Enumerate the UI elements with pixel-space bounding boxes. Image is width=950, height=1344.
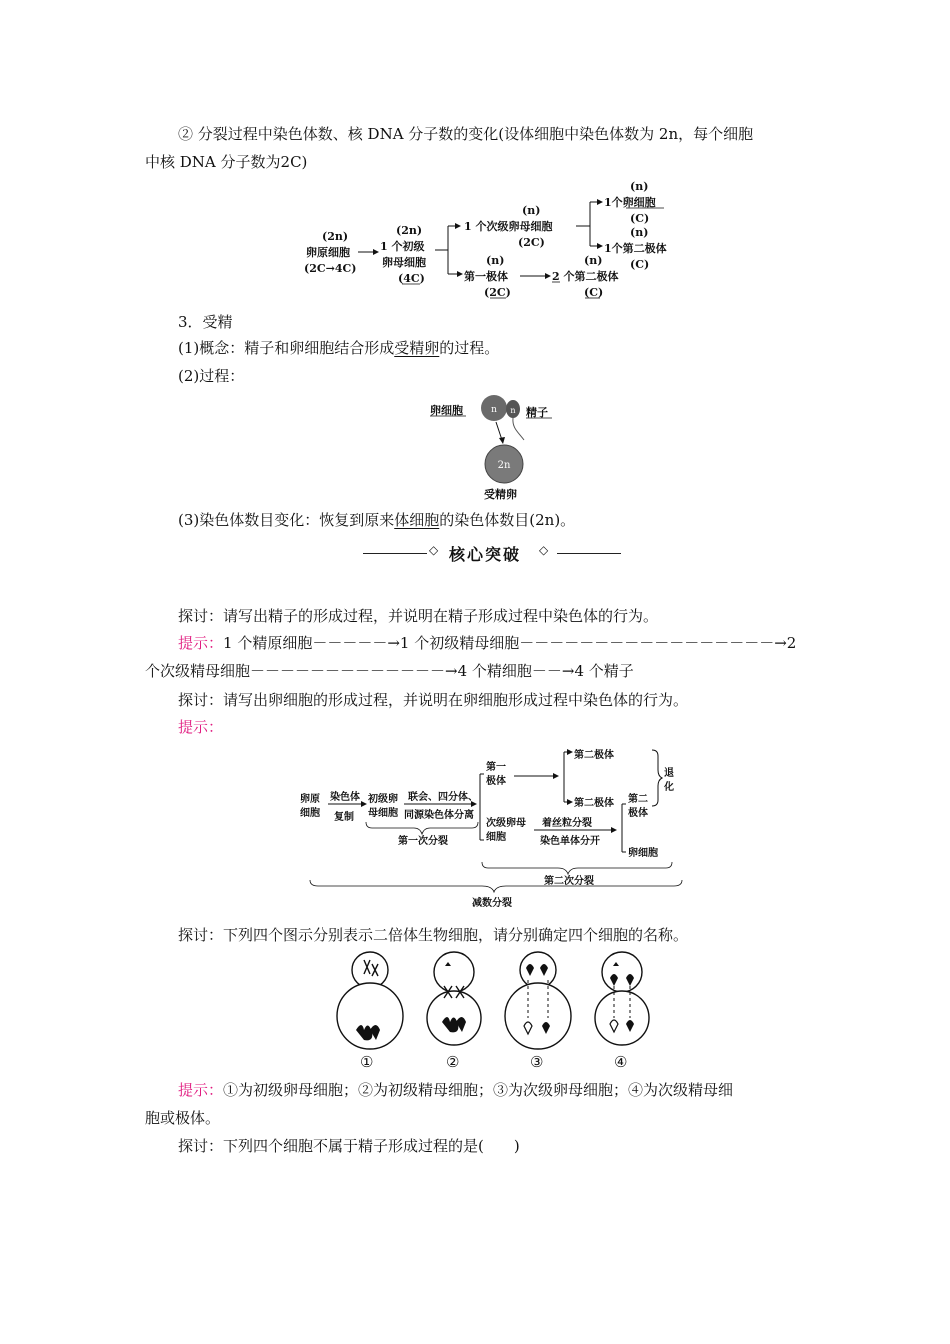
fertilization-heading: 3．受精 — [178, 313, 233, 331]
q3-answer-line1 — [178, 1079, 733, 1101]
primary-n: (2n) — [396, 224, 423, 237]
cell-3-label: ③ — [530, 1053, 544, 1071]
cell-4-label: ④ — [614, 1053, 628, 1071]
egg-c: (C) — [630, 212, 650, 225]
primary1: 初级卵 — [368, 794, 398, 805]
degenerate2: 化 — [664, 782, 674, 793]
sperm-label: 精子 — [526, 406, 548, 419]
second-polar-name: 1个第二极体 — [604, 242, 667, 255]
two-second-polar-n: (n) — [584, 254, 603, 267]
banner-left-diamond: ◇ — [429, 543, 439, 557]
primary-name1: 1 个初级 — [380, 240, 425, 253]
banner-left-rule — [363, 553, 427, 554]
sperm-n-label: n — [510, 406, 516, 415]
change-suffix: 的染色体数目(2n)。 — [439, 511, 576, 529]
q2-hint-label: 提示： — [178, 718, 224, 736]
second-polar-c1: 第二 — [628, 794, 648, 805]
division-paragraph-line1: ② 分裂过程中染色体数、核 DNA 分子数的变化(设体细胞中染色体数为 2n，每个细胞 — [178, 125, 754, 143]
secondary2: 细胞 — [486, 832, 506, 843]
fertilization-diagram — [420, 388, 570, 503]
first-polar-name: 第一极体 — [464, 270, 508, 283]
secondary-name: 1 个次级卵母细胞 — [464, 220, 553, 233]
q1-question: 探讨：请写出精子的形成过程，并说明在精子形成过程中染色体的行为。 — [178, 607, 659, 625]
oogenesis-chart — [300, 180, 700, 300]
two-second-polar-c: (C) — [584, 286, 604, 299]
q2-question: 探讨：请写出卵细胞的形成过程，并说明在卵细胞形成过程中染色体的行为。 — [178, 691, 689, 709]
arrow2-top: 联会、四分体、 — [408, 792, 478, 803]
q1-hint-label: 提示： — [178, 634, 224, 652]
cell-4 — [595, 952, 649, 1045]
oogonium2: 细胞 — [300, 808, 320, 819]
first-polar1: 第一 — [486, 762, 506, 773]
egg-name: 1个卵细胞 — [604, 196, 656, 209]
arrow3-top: 着丝粒分裂 — [542, 818, 592, 829]
second-polar-a: 第二极体 — [574, 750, 614, 761]
oogonium-name: 卵原细胞 — [306, 246, 350, 259]
change-prefix: (3)染色体数目变化：恢复到原来 — [178, 511, 395, 529]
cell-1 — [337, 952, 403, 1049]
change-term: 体细胞 — [394, 511, 440, 529]
cell-2 — [427, 952, 481, 1045]
second-polar-c2: 极体 — [628, 808, 648, 819]
banner-title: 核心突破 — [449, 545, 522, 564]
q1-answer-line2: 个次级精母细胞－－－－－－－－－－－－－→4 个精细胞－－→4 个精子 — [145, 662, 634, 680]
oogonium1: 卵原 — [300, 794, 320, 805]
second-polar-n: (n) — [630, 226, 649, 239]
cell-2-label: ② — [446, 1053, 460, 1071]
two-second-polar-name: 2 个第二极体 — [552, 270, 619, 283]
fertilization-process: (2)过程： — [178, 367, 245, 385]
q3-hint-label: 提示： — [178, 1081, 224, 1099]
first-polar-c: (2C) — [484, 286, 511, 299]
egg-label-2: 卵细胞 — [628, 848, 658, 859]
arrow1-bottom: 复制 — [334, 812, 354, 823]
zygote-n-label: 2n — [497, 460, 511, 471]
four-cells-diagram — [330, 948, 660, 1073]
concept-prefix: (1)概念：精子和卵细胞结合形成 — [178, 339, 395, 357]
primary2: 母细胞 — [368, 808, 398, 819]
q3-question: 探讨：下列四个图示分别表示二倍体生物细胞，请分别确定四个细胞的名称。 — [178, 926, 689, 944]
concept-term: 受精卵 — [394, 339, 440, 357]
banner-right-rule — [557, 553, 621, 554]
sperm-tail — [513, 418, 524, 440]
q1-answer-text1: 1 个精原细胞－－－－－→1 个初级精母细胞－－－－－－－－－－－－－－－－－→2 — [223, 634, 797, 652]
first-division-label: 第一次分裂 — [398, 836, 448, 847]
secondary1: 次级卵母 — [486, 818, 526, 829]
banner-right-diamond: ◇ — [539, 543, 549, 557]
arrow3-bottom: 染色单体分开 — [540, 836, 600, 847]
concept-suffix: 的过程。 — [439, 339, 500, 357]
q3-answer-text1: ①为初级卵母细胞；②为初级精母细胞；③为次级卵母细胞；④为次级精母细 — [223, 1081, 734, 1099]
second-polar-b: 第二极体 — [574, 798, 614, 809]
second-division-label: 第二次分裂 — [544, 876, 594, 887]
oogonium-c: (2C→4C) — [304, 262, 357, 275]
egg-n: (n) — [630, 180, 649, 193]
q1-answer-line1 — [178, 632, 796, 654]
arrow2-bottom: 同源染色体分离 — [404, 810, 474, 821]
fertilization-concept — [178, 337, 499, 359]
division-paragraph-line2: 中核 DNA 分子数为2C) — [145, 153, 308, 171]
section-banner — [363, 541, 628, 567]
arrow1-top: 染色体 — [330, 792, 360, 803]
first-polar2: 极体 — [486, 776, 506, 787]
primary-c: (4C) — [398, 272, 425, 285]
egg-label: 卵细胞 — [430, 404, 463, 417]
oogonium-n: (2n) — [322, 230, 349, 243]
cell-1-label: ① — [360, 1053, 374, 1071]
primary-name2: 卵母细胞 — [382, 256, 426, 269]
secondary-c: (2C) — [518, 236, 545, 249]
q3-answer-line2: 胞或极体。 — [145, 1109, 221, 1127]
second-polar-c: (C) — [630, 258, 650, 271]
secondary-n: (n) — [522, 204, 541, 217]
zygote-label: 受精卵 — [484, 488, 517, 501]
first-polar-n: (n) — [486, 254, 505, 267]
oogenesis-process-diagram — [296, 740, 692, 915]
chromosome-change — [178, 509, 575, 531]
degenerate1: 退 — [664, 768, 674, 779]
cell-3 — [505, 952, 571, 1049]
egg-n-label: n — [491, 405, 497, 415]
meiosis-label: 减数分裂 — [472, 898, 512, 909]
q4-question: 探讨：下列四个细胞不属于精子形成过程的是( ) — [178, 1137, 520, 1155]
